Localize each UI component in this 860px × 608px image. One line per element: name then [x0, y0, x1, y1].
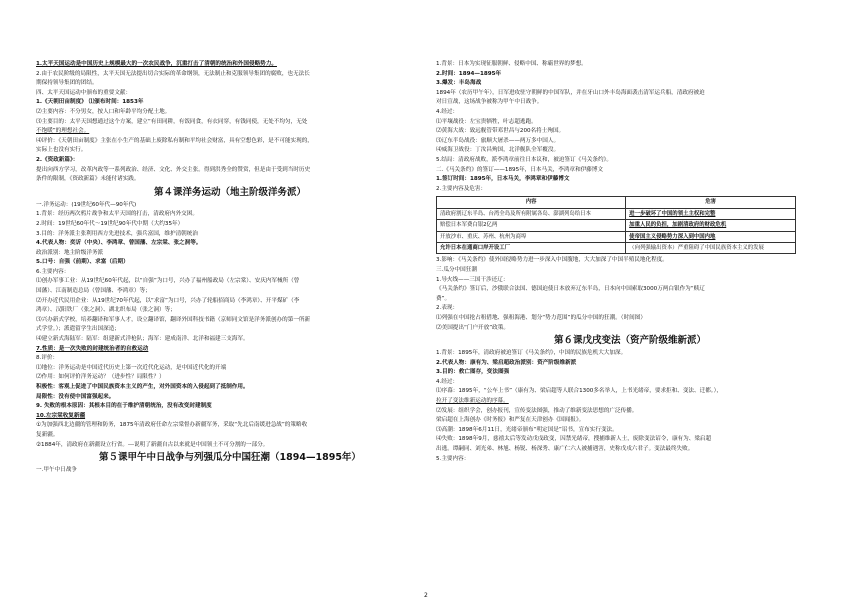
text-line: 费”。: [436, 295, 451, 302]
lesson-4-heading: 第４课洋务运动（地主阶级洋务派）: [153, 186, 306, 198]
text-line: 1.签订时间：1895年，日本马关，李鸿章和伊藤博文: [436, 176, 570, 183]
text-line: ⑶兴办新式学校，培养翻译和军事人才，设立翻译馆，翻译外国科技书籍（京师同文馆是洋务派创办的第一所新: [36, 316, 311, 323]
westernization-section: [36, 201, 424, 450]
text-line: 三.瓜分中国狂潮: [436, 266, 477, 273]
sino-japanese-war-section: [436, 60, 824, 194]
table-header: 内容: [437, 197, 626, 208]
text-line: 1.《天朝田亩制度》 ⑴颁布时间：1853年: [36, 99, 144, 106]
text-line: 1.导火线——三国干涉还辽：: [436, 276, 509, 283]
table-header: 危害: [626, 197, 796, 208]
text-line: 1.背景：1895年，清政府被迫签订《马关条约》，中国的民族危机大大加深。: [436, 350, 627, 357]
text-line: 1.背景：日本为实现征服朝鲜、侵略中国、称霸世界的梦想。: [436, 61, 587, 67]
text-line: 3.影响：《马关条约》使外国侵略势力进一步深入中国腹地，大大加深了中国半殖民地化程度。: [436, 257, 668, 264]
table-row: [437, 208, 796, 219]
text-line: 5.口号：自强（前期）、求富（后期）: [36, 259, 129, 266]
text-line: 2.由于农民阶级的局限性，太平天国无法提出切合实际的革命纲领，无法制止和克服领导集团的腐败，也无法长: [36, 70, 310, 77]
text-line: 二.《马关条约》的签订——1895年，日本马关，李鸿章和伊藤博文: [436, 166, 604, 173]
text-line: ⑵作用：如何评价洋务运动？（进步性？局限性？）: [36, 374, 165, 381]
text-line: 对日宣战，这场战争被称为甲午中日战争。: [436, 99, 543, 106]
text-line: 2.表现：: [436, 305, 459, 312]
text-line: 一.甲午中日战争: [36, 467, 77, 474]
table-cell: 赔偿日本军费白银2亿两: [437, 220, 626, 231]
text-line: 4.代表人物：奕䜣（中央）、李鸿章、曾国藩、左宗棠、张之洞等。: [36, 240, 202, 247]
text-line: 5.主要内容：: [436, 455, 470, 462]
text-line: 国藩）、江南制造总局（曾国藩、李鸿章）等；: [36, 288, 151, 295]
text-line: ②1884年，清政府在新疆设立行省。---说明了新疆自古以来就是中国领土不可分割的一部分。: [36, 441, 269, 448]
text-line: ⑷评价：《天朝田亩制度》主张在小生产的基础上废除私有制和平均社会财富，具有空想色彩，是不可能实现的，: [36, 137, 313, 144]
text-line: 拉开了变法维新运动的序幕。: [436, 398, 509, 405]
text-line: 1894年（农历甲午年），日军进攻驻守朝鲜的中国军队，并在牙山口外丰岛海面袭击清军运兵船，清政府被迫: [436, 89, 705, 96]
text-line: ⑵发展：组织学会，创办报刊，宣传变法图强，推动了维新变法思想的广泛传播。: [436, 407, 638, 414]
table-cell: 清政府割辽东半岛、台湾全岛及所有附属各岛、澎湖列岛给日本: [437, 208, 626, 219]
text-line: 一.洋务运动：(19世纪60年代—90年代): [36, 201, 137, 208]
text-line: 5.结局：清政府战败，派李鸿章前往日本议和，被迫签订《马关条约》。: [436, 156, 612, 163]
text-line: 鸿章）、汉阳铁厂（张之洞）、湖北织布局（张之洞）等；: [36, 307, 176, 314]
reform-section: [436, 349, 824, 464]
text-line: 2.时间：19世纪60年代～19世纪90年代中期（大约35年）: [36, 220, 184, 227]
text-line: 积极性：客观上促进了中国民族资本主义的产生，对外国资本的入侵起到了抵制作用。: [36, 384, 249, 390]
text-line: 2.主要内容及危害：: [436, 185, 487, 192]
text-line: ⑶辽东半岛战役：旅顺大屠杀——两万多中国人。: [436, 137, 560, 144]
lesson-5-heading: 第５课甲午中日战争与列强瓜分中国狂潮（1894—1895年）: [99, 452, 361, 464]
text-line: 2.《资政新篇》：: [36, 156, 79, 163]
lesson-6-heading: 第６课戊戌变法（资产阶级维新派）: [553, 335, 706, 347]
text-line: ⑶高潮：1898年6月11日，光绪帝颁布“明定国是”诏书，宣布实行变法。: [436, 426, 618, 433]
text-line: 条件的限制，《资政新篇》未能付诸实践。: [36, 176, 140, 183]
table-cell: 开放沙市、重庆、苏州、杭州为商埠: [437, 231, 626, 242]
text-line: 4.经过：: [436, 108, 459, 115]
table-row: [437, 220, 796, 231]
text-line: 期保持领导集团的团结。: [36, 80, 98, 87]
taiping-section: [36, 60, 424, 185]
text-line: 2.代表人物：康有为、梁启超政治派别：资产阶级维新派: [436, 359, 577, 366]
text-line: 四、太平天国运动中颁布的重要文献：: [36, 89, 132, 96]
right-column: [436, 60, 824, 464]
text-line: 3.爆发：丰岛海战: [436, 80, 482, 87]
table-cell: 加重人民的负担，加剧清政府的财政危机: [626, 220, 796, 231]
page-number: 2: [424, 592, 428, 599]
partition-section: [436, 256, 824, 333]
table-row: [437, 231, 796, 242]
text-line: ⑷失败：1898年9月，慈禧太后等发动戊戌政变，囚禁光绪帝，搜捕维新人士，废除变法诏令，康有为、梁启超: [436, 436, 712, 443]
text-line: 4.经过：: [436, 378, 459, 385]
text-line: 3.目的：救亡图存，变法图强: [436, 369, 510, 376]
text-line: ⑶主要目的：太平天国想通过这个方案，建立“有田同耕，有饭同食，有衣同穿，有钱同使，无处不均匀，无处: [36, 118, 308, 125]
text-line: 3.目的：洋务派主张利用西方先进技术，强兵富国，维护清朝统治: [36, 230, 198, 237]
text-line: 政治派别：地主阶级洋务派: [36, 249, 104, 256]
table-cell: 允许日本在通商口岸开设工厂: [437, 242, 626, 253]
text-line: ⑴平壤战役：左宝贵牺牲，叶志超逃跑。: [436, 118, 537, 125]
text-line: ⑵美国提出“门户开放”政策。: [436, 324, 509, 331]
text-line: ①为加强西北边疆的管理和防务，1875年清政府任命左宗棠督办新疆军务，采取“先北后南缓进急战”的策略收: [36, 422, 308, 429]
text-line: ⑴创办军事工业：从19世纪60年代起，以“自强”为口号，兴办了福州船政局（左宗棠）、安庆内军械所（曾: [36, 278, 300, 285]
text-line: 出逃。谭嗣同、刘光弟、林旭、杨锐、杨深秀、康广仁六人被捕遇害，史称戊戌六君子。变法最终失败。: [436, 446, 694, 453]
text-line: 1.背景：经历两次鸦片战争和太平天国的打击，清政府内外交困。: [36, 211, 198, 218]
text-line: 6.主要内容：: [36, 268, 70, 275]
text-line: 提出向西方学习，改革内政等一系列政治、经济、文化、外交主张。得到洪秀全的赞赏，但是由于受到当时历史: [36, 166, 311, 173]
text-line: 7.性质：是一次失败的封建统治者的自救运动: [36, 345, 149, 352]
table-header-row: [437, 197, 796, 208]
text-line: ⑴序幕：1895年，“公车上书”（康有为、梁启超等人联合1300多名举人，上书光绪帝，要求拒和、变法、迁都。），: [436, 388, 722, 395]
text-line: ⑷建立新式海陆军：陆军：组建新式洋枪队；海军：建成南洋、北洋和福建三支海军。: [36, 336, 249, 343]
left-column: [36, 60, 424, 476]
text-line: 9. 失败的根本原因：其根本目的在于维护清朝统治，没有改变封建制度: [36, 403, 212, 410]
text-line: 8.评价：: [36, 355, 59, 362]
text-line: ⑵开办近代民用企业：从19世纪70年代起，以“求富”为口号，兴办了轮船招商局（李鸿章）、开平煤矿（李: [36, 297, 300, 304]
text-line: 局限性：没有使中国富强起来。: [36, 393, 115, 400]
text-line: 1.太平天国运动是中国历史上规模最大的一次农民战争，沉重打击了清朝的统治和外国侵略势力。: [36, 61, 277, 67]
text-line: ⑷威海卫战役：丁汝昌殉国，北洋舰队全军覆没。: [436, 147, 560, 154]
table-cell: 进一步破坏了中国的领土主权和完整: [626, 208, 796, 219]
text-line: 实际上也没有实行。: [36, 147, 87, 154]
text-line: 式学堂。）；派遣留学生出国深造；: [36, 326, 120, 333]
text-line: 梁启超在上海创办《时务报》和严复在天津创办《国闻报》。: [436, 417, 585, 424]
text-line: ⑴地位：洋务运动是中国近代历史上第一次近代化运动，是中国近代化的开端: [36, 364, 227, 371]
table-cell: 使帝国主义侵略势力深入到中国内地: [626, 231, 796, 242]
table-cell: （向列强输出资本）严重阻碍了中国民族资本主义的发展: [626, 242, 796, 253]
text-line: 复新疆。: [36, 431, 59, 438]
text-line: 《马关条约》签订后，沙俄联合法国、德国迫使日本放弃辽东半岛，日本向中国索取3000万两白银作为“赎辽: [436, 286, 705, 293]
text-line: 2.时间：1894—1895年: [436, 70, 502, 77]
text-line: ⑴列强在中国抢占租借地、强租海港、划分“势力范围”的瓜分中国的狂潮。（时间图）: [436, 314, 646, 321]
text-line: ⑵黄海大战：致远舰管带邓世昌与200名将士殉国。: [436, 128, 565, 135]
text-line: ⑵主要内容：不分男女，按人口和年龄平均分配土地。: [36, 108, 171, 115]
text-line: 不饱暖”的理想社会。: [36, 128, 90, 135]
treaty-table: [436, 196, 796, 254]
text-line: 10.左宗棠收复新疆: [36, 412, 86, 419]
table-row: [437, 242, 796, 253]
